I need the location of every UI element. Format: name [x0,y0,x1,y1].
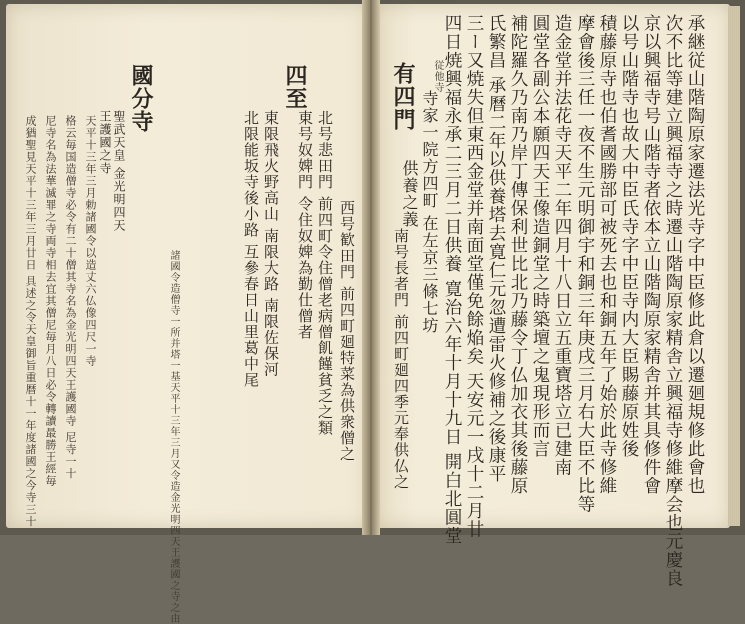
note-column: 天平十三年三月勅諸國令以造丈六仏像四尺一寺 [84,115,97,367]
text-column: 氏繁昌 承曆二年以供養塔去寛仁元忽遭雷火修補之後康平 [486,14,506,484]
text-column: 積藤原寺也伯耆國勝部可被死去也和銅五年了始於此寺修維 [597,14,617,495]
text-column: 圓堂各副公本願四天王像造銅堂之時築壇之鬼現形而言 [530,14,550,458]
annotation-note: 従他寺 [432,60,443,93]
note-column: 尼寺名為法華滅罪之寺両寺相去宜其僧尼毎月八日必令轉讀最勝王經毎 [44,115,57,487]
bound-entry: 北限能坂寺後小路 互參春日山里葛中尾 [242,110,260,388]
text-column: 以号山階寺也故大中臣氏寺字中臣寺内大臣賜藤原姓後 [619,14,639,458]
text-column: 摩會後三任一夜不生元明御宇和銅三年庚戌三月右大臣不比等 [575,14,595,514]
book-gutter [362,0,380,535]
text-column: 承継従山階陶原家遷法光寺字中臣修此倉以遷廻規修此會也 [685,14,705,495]
bound-entry: 東限飛火野高山 南限大路 南限佐保河 [262,110,280,378]
text-column: 四日焼興福永承二三月二日供養 寛治六年十月十九日 開白北圓堂 [442,14,462,546]
heading-four-gates: 有四門 [390,62,416,131]
text-column: 造金堂并法花寺天平二年四月十八日立五重寶塔立已建南 [552,14,572,477]
note-column: 格云毎国造僧寺必令有二十僧其寺名為金光明四天王護國寺 尼寺一十 [64,115,77,480]
bound-entry: 北号悲田門 前四町令住僧老病僧飢饉貧乏之類 [316,110,334,436]
gate-entry: 南号長者門 前四町廻四季元奉供仏之 [392,228,410,490]
text-column: 次不比等建立興福寺之時遷山階陶原家精舎立興福寺修維摩会也元慶良 [663,14,683,588]
note-column: 諸國令造僧寺一所并塔一基天平十三年三月又令造金光明四天王護國之寺之由 [168,250,179,624]
text-column: 補陀羅久乃南乃岸丁傳保利世比北乃藤令丁仏加衣其後藤原 [508,14,528,495]
subheading: 王護國之寺 [98,110,112,175]
heading-four-bounds: 四至 [282,64,308,110]
page-edges [728,6,740,526]
heading-kokubunji: 國分寺 [128,64,154,133]
text-column: 三ー又焼失但東西金堂并南面堂僅免餘焔矣 天安元一戌十二月廿 [464,14,484,539]
supply-line: 供養之義 [400,160,419,228]
note-column: 成猶聖見天平十三年三月廿日 具述之令天皇御旨重暦十一年度諸國之今寺三十 [24,115,37,528]
gate-entry: 西号歓田門 前四町廻特菜為供衆僧之 [338,200,356,462]
text-column: 京以興福寺号山階寺者依本立山階陶原家精舎并其具修件會 [641,14,661,495]
bound-entry: 東号奴婢門 令住奴婢為勤仕僧者 [296,110,314,340]
subheading: 聖武天皇 金光明四天 [112,110,126,232]
temple-description: 寺家一院方四町 在左京三條七坊 [420,90,439,335]
